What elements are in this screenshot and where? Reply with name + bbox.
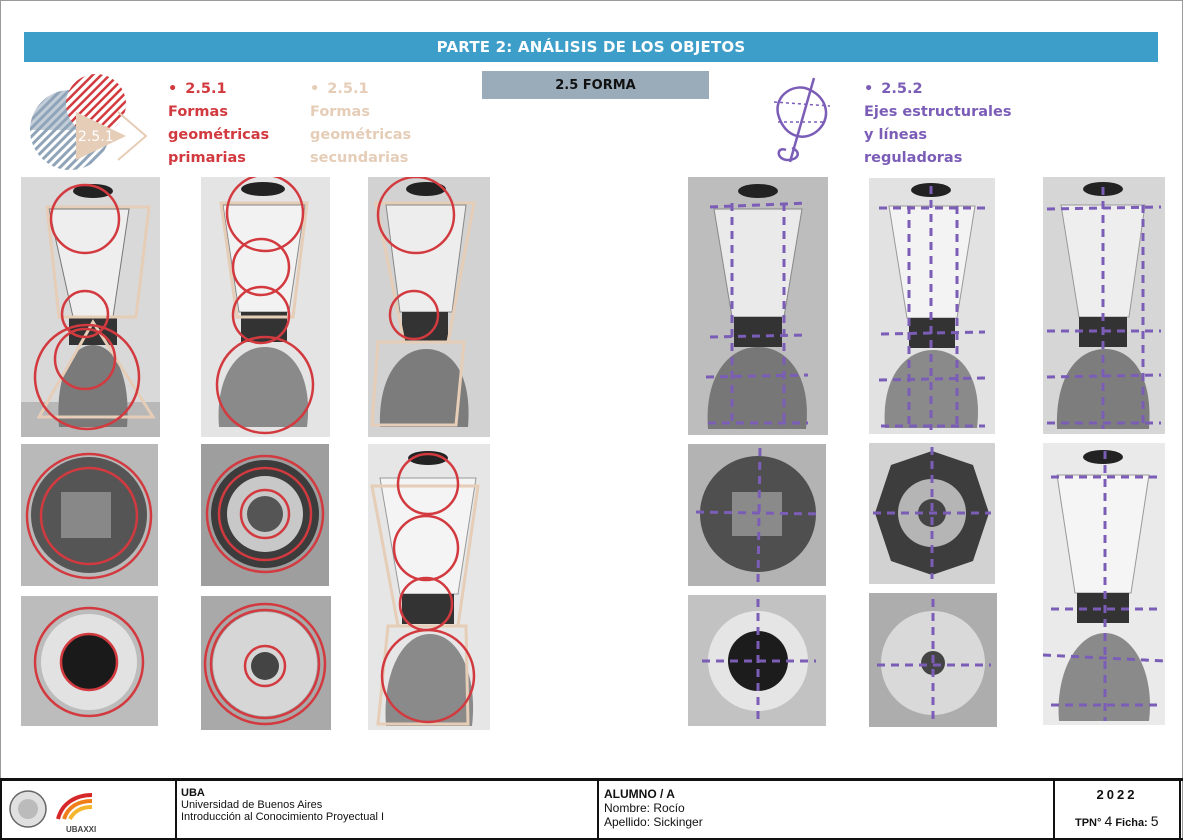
heading-secondary-shapes: • 2.5.1 Formas geométricas secundarias (310, 78, 411, 170)
heading-primary-shapes: • 2.5.1 Formas geométricas primarias (168, 78, 269, 170)
course-name: Introducción al Conocimiento Proyectual I (181, 811, 384, 823)
blender-photo-front-primary (21, 177, 160, 437)
geometric-shapes-icon (26, 72, 156, 172)
footer-logo-cell (0, 781, 177, 838)
footer-student-cell (599, 781, 1055, 838)
student-surname-row: Apellido: Sickinger (604, 815, 703, 829)
year: 2022 (1096, 787, 1138, 802)
footer-institution-cell (177, 781, 599, 838)
heading-structural-axes: • 2.5.2 Ejes estructurales y líneas reguladoras (864, 78, 1011, 170)
student-surname: Sickinger (653, 815, 703, 829)
footer-meta-cell (1055, 781, 1181, 838)
blender-photo-tall-secondary (368, 444, 490, 730)
blender-photo-top-primary (201, 444, 329, 586)
blender-photo-jar-bottom-axes (688, 595, 826, 726)
logo-badge: 2.5.1 (78, 129, 114, 145)
student-name: Rocío (653, 801, 685, 815)
ficha-number: 5 (1150, 813, 1159, 829)
blender-photo-jar-bottom-primary (21, 596, 158, 726)
tp-ficha-row: TPN° 4 Ficha: 5 (1075, 813, 1159, 829)
blender-photo-side-axes (869, 178, 995, 434)
student-title: ALUMNO / A (604, 787, 675, 801)
blender-photo-top-axes (869, 443, 995, 584)
section-logo (26, 72, 156, 172)
logo-text: UBAXXI (66, 825, 97, 834)
institution-name: Universidad de Buenos Aires (181, 799, 323, 811)
page-title: PARTE 2: ANÁLISIS DE LOS OBJETOS (24, 32, 1158, 62)
blender-photo-base-primary (21, 444, 158, 586)
tp-number: 4 (1104, 813, 1113, 829)
blender-photo-secondary (368, 177, 490, 437)
section-label: 2.5 FORMA (482, 71, 709, 99)
institution-short: UBA (181, 787, 205, 799)
uba-logo (6, 785, 116, 835)
blender-photo-base-axes (688, 444, 826, 586)
blender-photo-side-primary (201, 177, 330, 437)
blender-photo-jar-inside-primary (201, 596, 331, 730)
student-name-row: Nombre: Rocío (604, 801, 685, 815)
blender-photo-third-axes (1043, 177, 1165, 434)
axes-icon (768, 76, 838, 168)
blender-photo-front-axes (688, 177, 828, 435)
blender-photo-tall-axes (1043, 443, 1165, 725)
blender-photo-jar-inside-axes (869, 593, 997, 727)
title-block (0, 778, 1183, 840)
